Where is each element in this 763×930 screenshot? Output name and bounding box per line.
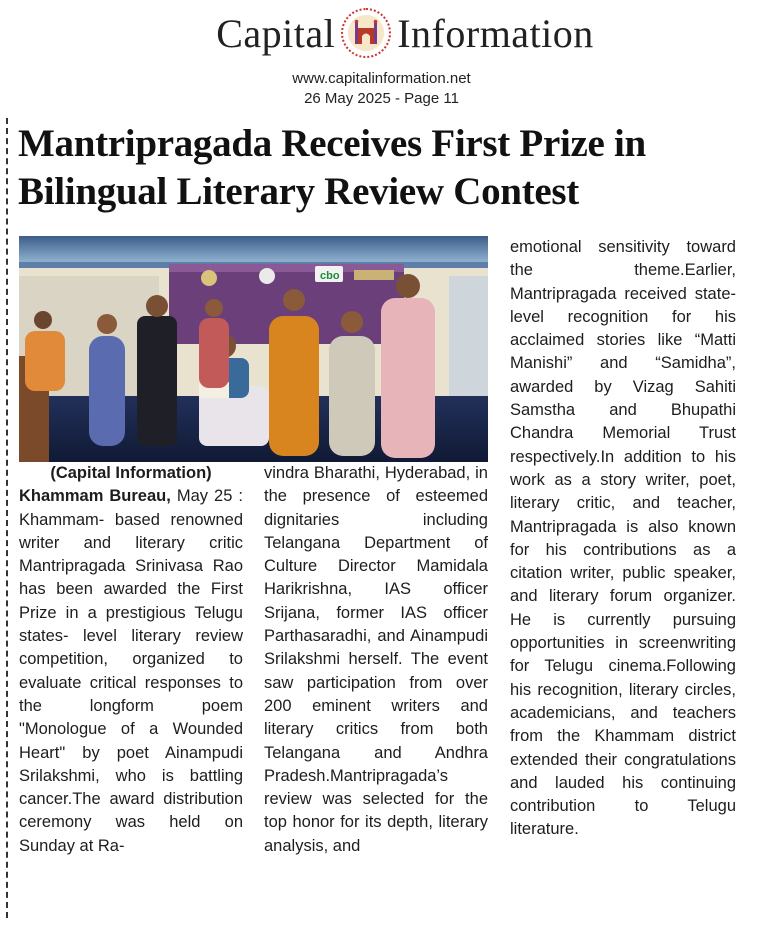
article-column-3 xyxy=(510,236,736,842)
column-3-text: emotional sensitivity toward the theme.Earlier, Mantripragada received state- level recognition for his acclaimed stories like “Matti Manishi” and “Samidha”, awarded by Vizag Sahiti Samstha and Bhupathi Chandra Memorial Trust respectively.In addition to his work as a story writer, poet, literary critic, and teacher, Mantripragada is also known for his contributions as a citation writer, public speaker, and literary forum organizer. He is currently pursuing opportunities in screenwriting for Telugu cinema.Following his recognition, literary circles, academicians, and teachers from the Khammam district extended their congratulations and lauded his continuing contribution to Telugu literature. xyxy=(510,238,736,839)
column-2-text: vindra Bharathi, Hyderabad, in the presence of esteemed dignitaries including Telangana Department of Culture Director Mamidala Harikrishna, IAS officer Srijana, former IAS officer Parthasaradhi, and Ainampudi Srilakshmi herself. The event saw participation from over 200 eminent writers and literary critics from both Telangana and Andhra Pradesh.Mantripragada’s review was selected for the top honor for its depth, literary analysis, and xyxy=(264,464,488,855)
masthead-name-right: Information xyxy=(397,10,594,56)
article-bureau: Khammam Bureau, xyxy=(19,487,171,506)
award-ceremony-photo xyxy=(19,236,488,462)
masthead xyxy=(200,2,610,64)
article-column-2 xyxy=(264,462,488,858)
charminar-seal-icon xyxy=(341,8,391,58)
article-headline: Mantripragada Receives First Prize in Bilingual Literary Review Contest xyxy=(18,122,646,213)
date-page-line: 26 May 2025 - Page 11 xyxy=(304,90,459,107)
site-url[interactable]: www.capitalinformation.net xyxy=(292,70,471,87)
clipping-cut-line xyxy=(6,118,8,918)
article-credit: (Capital Information) xyxy=(50,464,212,482)
banner-logo-text: cbo xyxy=(320,270,340,282)
masthead-name-left: Capital xyxy=(216,10,336,56)
article-column-1 xyxy=(19,462,243,858)
column-1-text: May 25 : Khammam- based renowned writer and literary critic Mantripragada Srinivasa Rao has been awarded the First Prize in a prestigious Telugu states- level literary review competition, organized to evaluate critical responses to the longform poem "Monologue of a Wounded Heart" by poet Ainampudi Srilakshmi, who is battling cancer.The award distribution ceremony was held on Sunday at Ra- xyxy=(19,487,243,855)
